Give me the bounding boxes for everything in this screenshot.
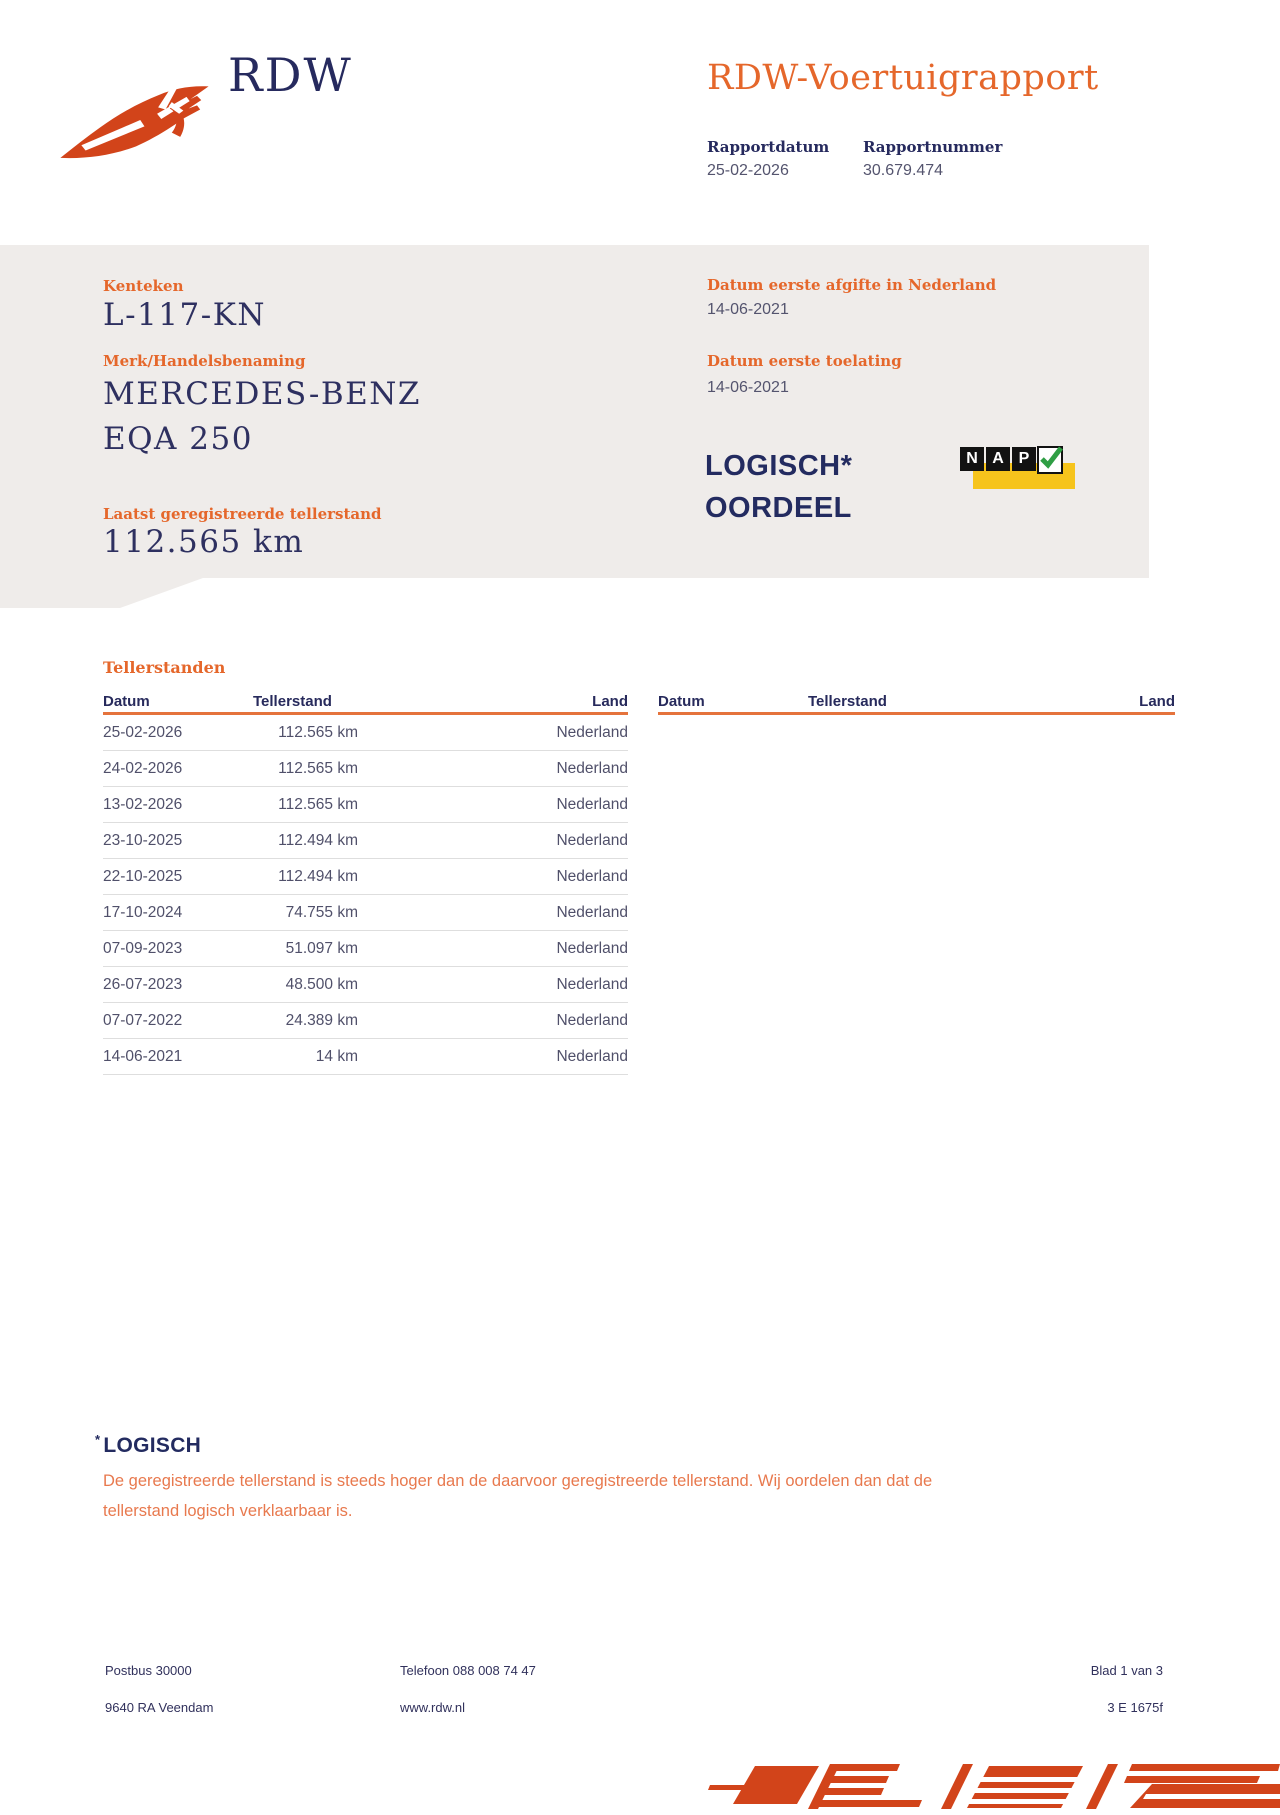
laatste-tellerstand-label: Laatst geregistreerde tellerstand — [103, 505, 382, 523]
oordeel-text — [705, 445, 852, 529]
cell-tellerstand: 51.097 km — [285, 939, 358, 957]
rdw-logo-text: RDW — [228, 48, 353, 102]
footer-address — [105, 1652, 213, 1726]
toelating-label: Datum eerste toelating — [707, 352, 902, 370]
kenteken-label: Kenteken — [103, 277, 184, 295]
cell-datum: 17-10-2024 — [103, 903, 183, 921]
footer-address-line1: Postbus 30000 — [105, 1663, 192, 1678]
rdw-footer-graphic — [700, 1756, 1280, 1810]
table-row — [103, 1039, 628, 1075]
footer-contact — [400, 1652, 536, 1726]
footer-phone: Telefoon 088 008 74 47 — [400, 1663, 536, 1678]
footnote-line2: tellerstand logisch verklaarbaar is. — [103, 1502, 353, 1520]
cell-datum: 07-09-2023 — [103, 939, 183, 957]
footnote-line1: De geregistreerde tellerstand is steeds hoger dan de daarvoor geregistreerde tellerstand. Wij oordelen dan dat de — [103, 1472, 933, 1490]
col-header-tellerstand: Tellerstand — [253, 693, 332, 710]
meter-table-left — [103, 686, 628, 1075]
cell-land: Nederland — [556, 795, 628, 813]
table-row — [103, 967, 628, 1003]
cell-tellerstand: 112.565 km — [278, 759, 358, 777]
cell-land: Nederland — [556, 831, 628, 849]
col-header-land: Land — [592, 693, 628, 710]
merk-value-line2: EQA 250 — [103, 421, 253, 457]
afgifte-value: 14-06-2021 — [707, 301, 789, 318]
cell-tellerstand: 24.389 km — [285, 1011, 358, 1029]
table-row — [103, 787, 628, 823]
cell-land: Nederland — [556, 759, 628, 777]
meter-table-right — [658, 686, 1175, 715]
cell-tellerstand: 48.500 km — [285, 975, 358, 993]
cell-tellerstand: 112.565 km — [278, 795, 358, 813]
report-date-value: 25-02-2026 — [707, 162, 789, 179]
cell-land: Nederland — [556, 939, 628, 957]
meter-table-right-header — [658, 686, 1175, 715]
tellerstanden-heading: Tellerstanden — [103, 658, 226, 677]
page-title: RDW-Voertuigrapport — [707, 58, 1099, 98]
cell-tellerstand: 112.565 km — [278, 723, 358, 741]
table-row — [103, 895, 628, 931]
footnote-asterisk: * — [95, 1432, 101, 1447]
footnote-heading-text: LOGISCH — [103, 1434, 202, 1457]
cell-land: Nederland — [556, 723, 628, 741]
meter-table-left-body — [103, 715, 628, 1075]
footer-page-info — [1091, 1652, 1163, 1726]
col-header-tellerstand: Tellerstand — [808, 693, 887, 710]
table-row — [103, 931, 628, 967]
col-header-land: Land — [1139, 693, 1175, 710]
merk-value-line1: MERCEDES-BENZ — [103, 376, 421, 412]
cell-datum: 26-07-2023 — [103, 975, 183, 993]
nap-logo — [960, 445, 1080, 491]
nap-letter-n: N — [960, 447, 984, 471]
cell-land: Nederland — [556, 903, 628, 921]
cell-datum: 25-02-2026 — [103, 723, 183, 741]
cell-tellerstand: 112.494 km — [278, 831, 358, 849]
report-number-value: 30.679.474 — [863, 162, 944, 179]
rdw-logo-swoosh-icon — [55, 78, 215, 160]
footer-form-code: 3 E 1675f — [1107, 1700, 1163, 1715]
table-row — [103, 823, 628, 859]
oordeel-line1: LOGISCH* — [705, 450, 853, 482]
footer-website: www.rdw.nl — [400, 1700, 466, 1715]
footer-address-line2: 9640 RA Veendam — [105, 1700, 214, 1715]
cell-datum: 07-07-2022 — [103, 1011, 183, 1029]
report-number-label: Rapportnummer — [863, 138, 1003, 156]
cell-datum: 13-02-2026 — [103, 795, 183, 813]
table-row — [103, 859, 628, 895]
afgifte-label: Datum eerste afgifte in Nederland — [707, 276, 997, 294]
cell-land: Nederland — [556, 975, 628, 993]
nap-letter-a: A — [986, 447, 1010, 471]
footnote-paragraph — [103, 1466, 1123, 1526]
table-row — [103, 751, 628, 787]
table-row — [103, 1003, 628, 1039]
footer-page-number: Blad 1 van 3 — [1090, 1663, 1163, 1678]
report-date-label: Rapportdatum — [707, 138, 830, 156]
kenteken-value: L-117-KN — [103, 297, 266, 333]
cell-land: Nederland — [556, 1047, 628, 1065]
cell-land: Nederland — [556, 867, 628, 885]
cell-datum: 23-10-2025 — [103, 831, 183, 849]
toelating-value: 14-06-2021 — [707, 379, 789, 396]
meter-table-left-header — [103, 686, 628, 715]
cell-tellerstand: 112.494 km — [278, 867, 358, 885]
cell-datum: 14-06-2021 — [103, 1047, 183, 1065]
col-header-datum: Datum — [658, 693, 705, 710]
nap-letter-p: P — [1012, 447, 1036, 471]
oordeel-line2: OORDEEL — [705, 492, 852, 524]
nap-checkmark-icon — [1037, 446, 1063, 474]
cell-tellerstand: 14 km — [315, 1047, 358, 1065]
col-header-datum: Datum — [103, 693, 150, 710]
footnote-heading — [95, 1432, 201, 1458]
cell-datum: 22-10-2025 — [103, 867, 183, 885]
cell-tellerstand: 74.755 km — [285, 903, 358, 921]
cell-land: Nederland — [556, 1011, 628, 1029]
cell-datum: 24-02-2026 — [103, 759, 183, 777]
laatste-tellerstand-value: 112.565 km — [103, 524, 305, 560]
table-row — [103, 715, 628, 751]
merk-label: Merk/Handelsbenaming — [103, 352, 306, 370]
